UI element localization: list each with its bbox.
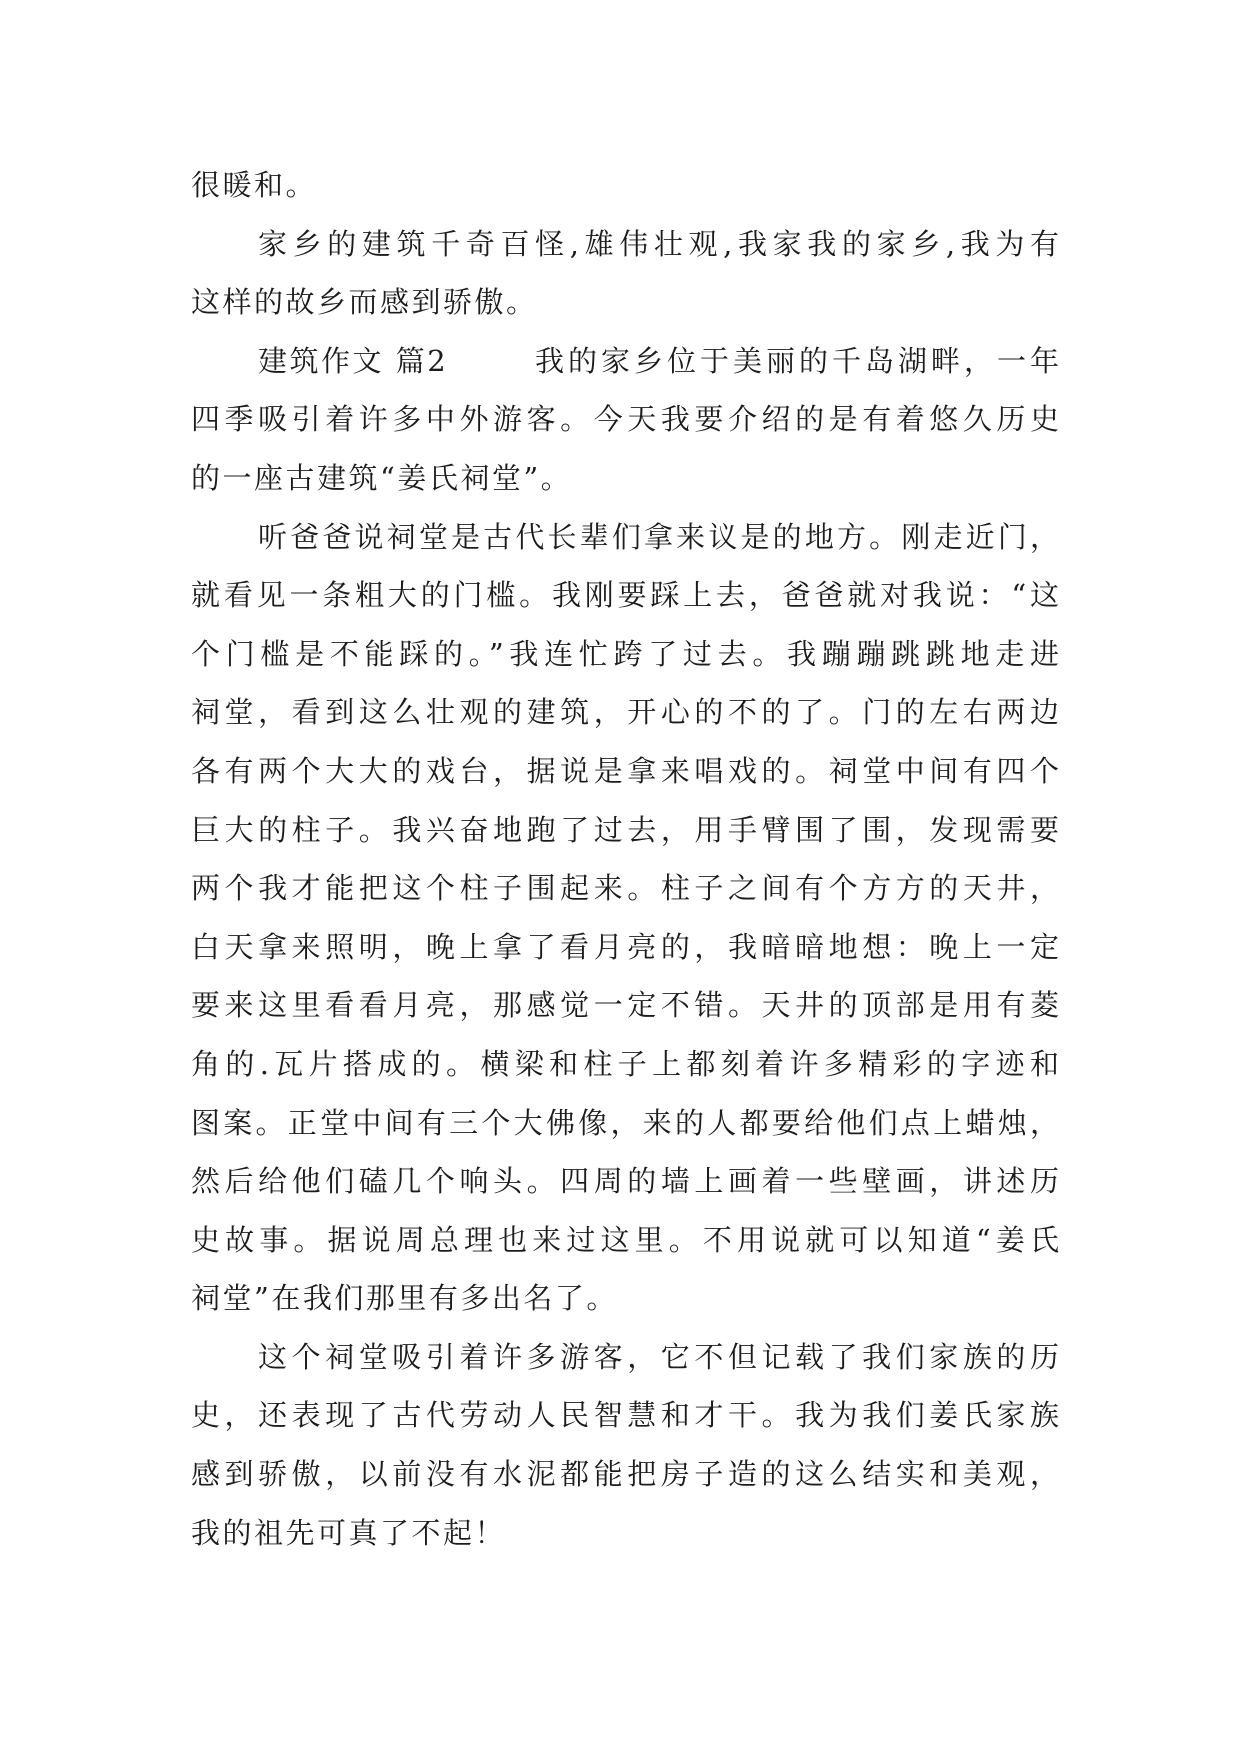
text-line: 各有两个大大的戏台，据说是拿来唱戏的。祠堂中间有四个 <box>191 753 1059 788</box>
text-line: 祠堂，看到这么壮观的建筑，开心的不的了。门的左右两边 <box>191 695 1059 730</box>
text-line: 家乡的建筑千奇百怪,雄伟壮观,我家我的家乡,我为有 <box>258 226 1059 261</box>
text-line: 史，还表现了古代劳动人民智慧和才干。我为我们姜氏家族 <box>191 1398 1059 1433</box>
text-line: 个门槛是不能踩的。”我连忙跨了过去。我蹦蹦跳跳地走进 <box>191 636 1059 671</box>
text-line: 祠堂”在我们那里有多出名了。 <box>191 1281 618 1316</box>
text-line: 两个我才能把这个柱子围起来。柱子之间有个方方的天井， <box>191 871 1059 906</box>
text-line: 就看见一条粗大的门槛。我刚要踩上去，爸爸就对我说：“这 <box>191 578 1059 613</box>
text-line: 四季吸引着许多中外游客。今天我要介绍的是有着悠久历史 <box>191 402 1059 437</box>
text-line: 然后给他们磕几个响头。四周的墙上画着一些壁画，讲述历 <box>191 1164 1059 1199</box>
text-line: 角的.瓦片搭成的。横梁和柱子上都刻着许多精彩的字迹和 <box>191 1046 1059 1081</box>
paragraph <box>191 156 1059 215</box>
text-line: 史故事。据说周总理也来过这里。不用说就可以知道“姜氏 <box>191 1222 1059 1257</box>
text-line: 感到骄傲，以前没有水泥都能把房子造的这么结实和美观， <box>191 1457 1059 1492</box>
text-line: 这个祠堂吸引着许多游客，它不但记载了我们家族的历 <box>258 1339 1059 1374</box>
text-line: 我的祖先可真了不起！ <box>191 1515 507 1550</box>
text-line: 听爸爸说祠堂是古代长辈们拿来议是的地方。刚走近门， <box>258 519 1059 554</box>
paragraph <box>191 508 1059 1328</box>
heading-line <box>191 332 1059 391</box>
text-line: 的一座古建筑“姜氏祠堂”。 <box>191 460 573 495</box>
section-heading: 建筑作文 篇2 <box>258 343 449 378</box>
text-line: 白天拿来照明，晚上拿了看月亮的，我暗暗地想：晚上一定 <box>191 929 1059 964</box>
paragraph <box>191 332 1059 508</box>
text-line: 这样的故乡而感到骄傲。 <box>191 285 538 320</box>
paragraph <box>191 215 1059 332</box>
text-line: 图案。正堂中间有三个大佛像，来的人都要给他们点上蜡烛， <box>191 1105 1059 1140</box>
text-line: 要来这里看看月亮，那感觉一定不错。天井的顶部是用有菱 <box>191 988 1059 1023</box>
text-line: 巨大的柱子。我兴奋地跑了过去，用手臂围了围，发现需要 <box>191 812 1059 847</box>
text-line: 很暖和。 <box>191 168 318 202</box>
text-line: 我的家乡位于美丽的千岛湖畔，一年 <box>535 343 1059 378</box>
document-body <box>191 156 1059 1562</box>
paragraph <box>191 1328 1059 1562</box>
